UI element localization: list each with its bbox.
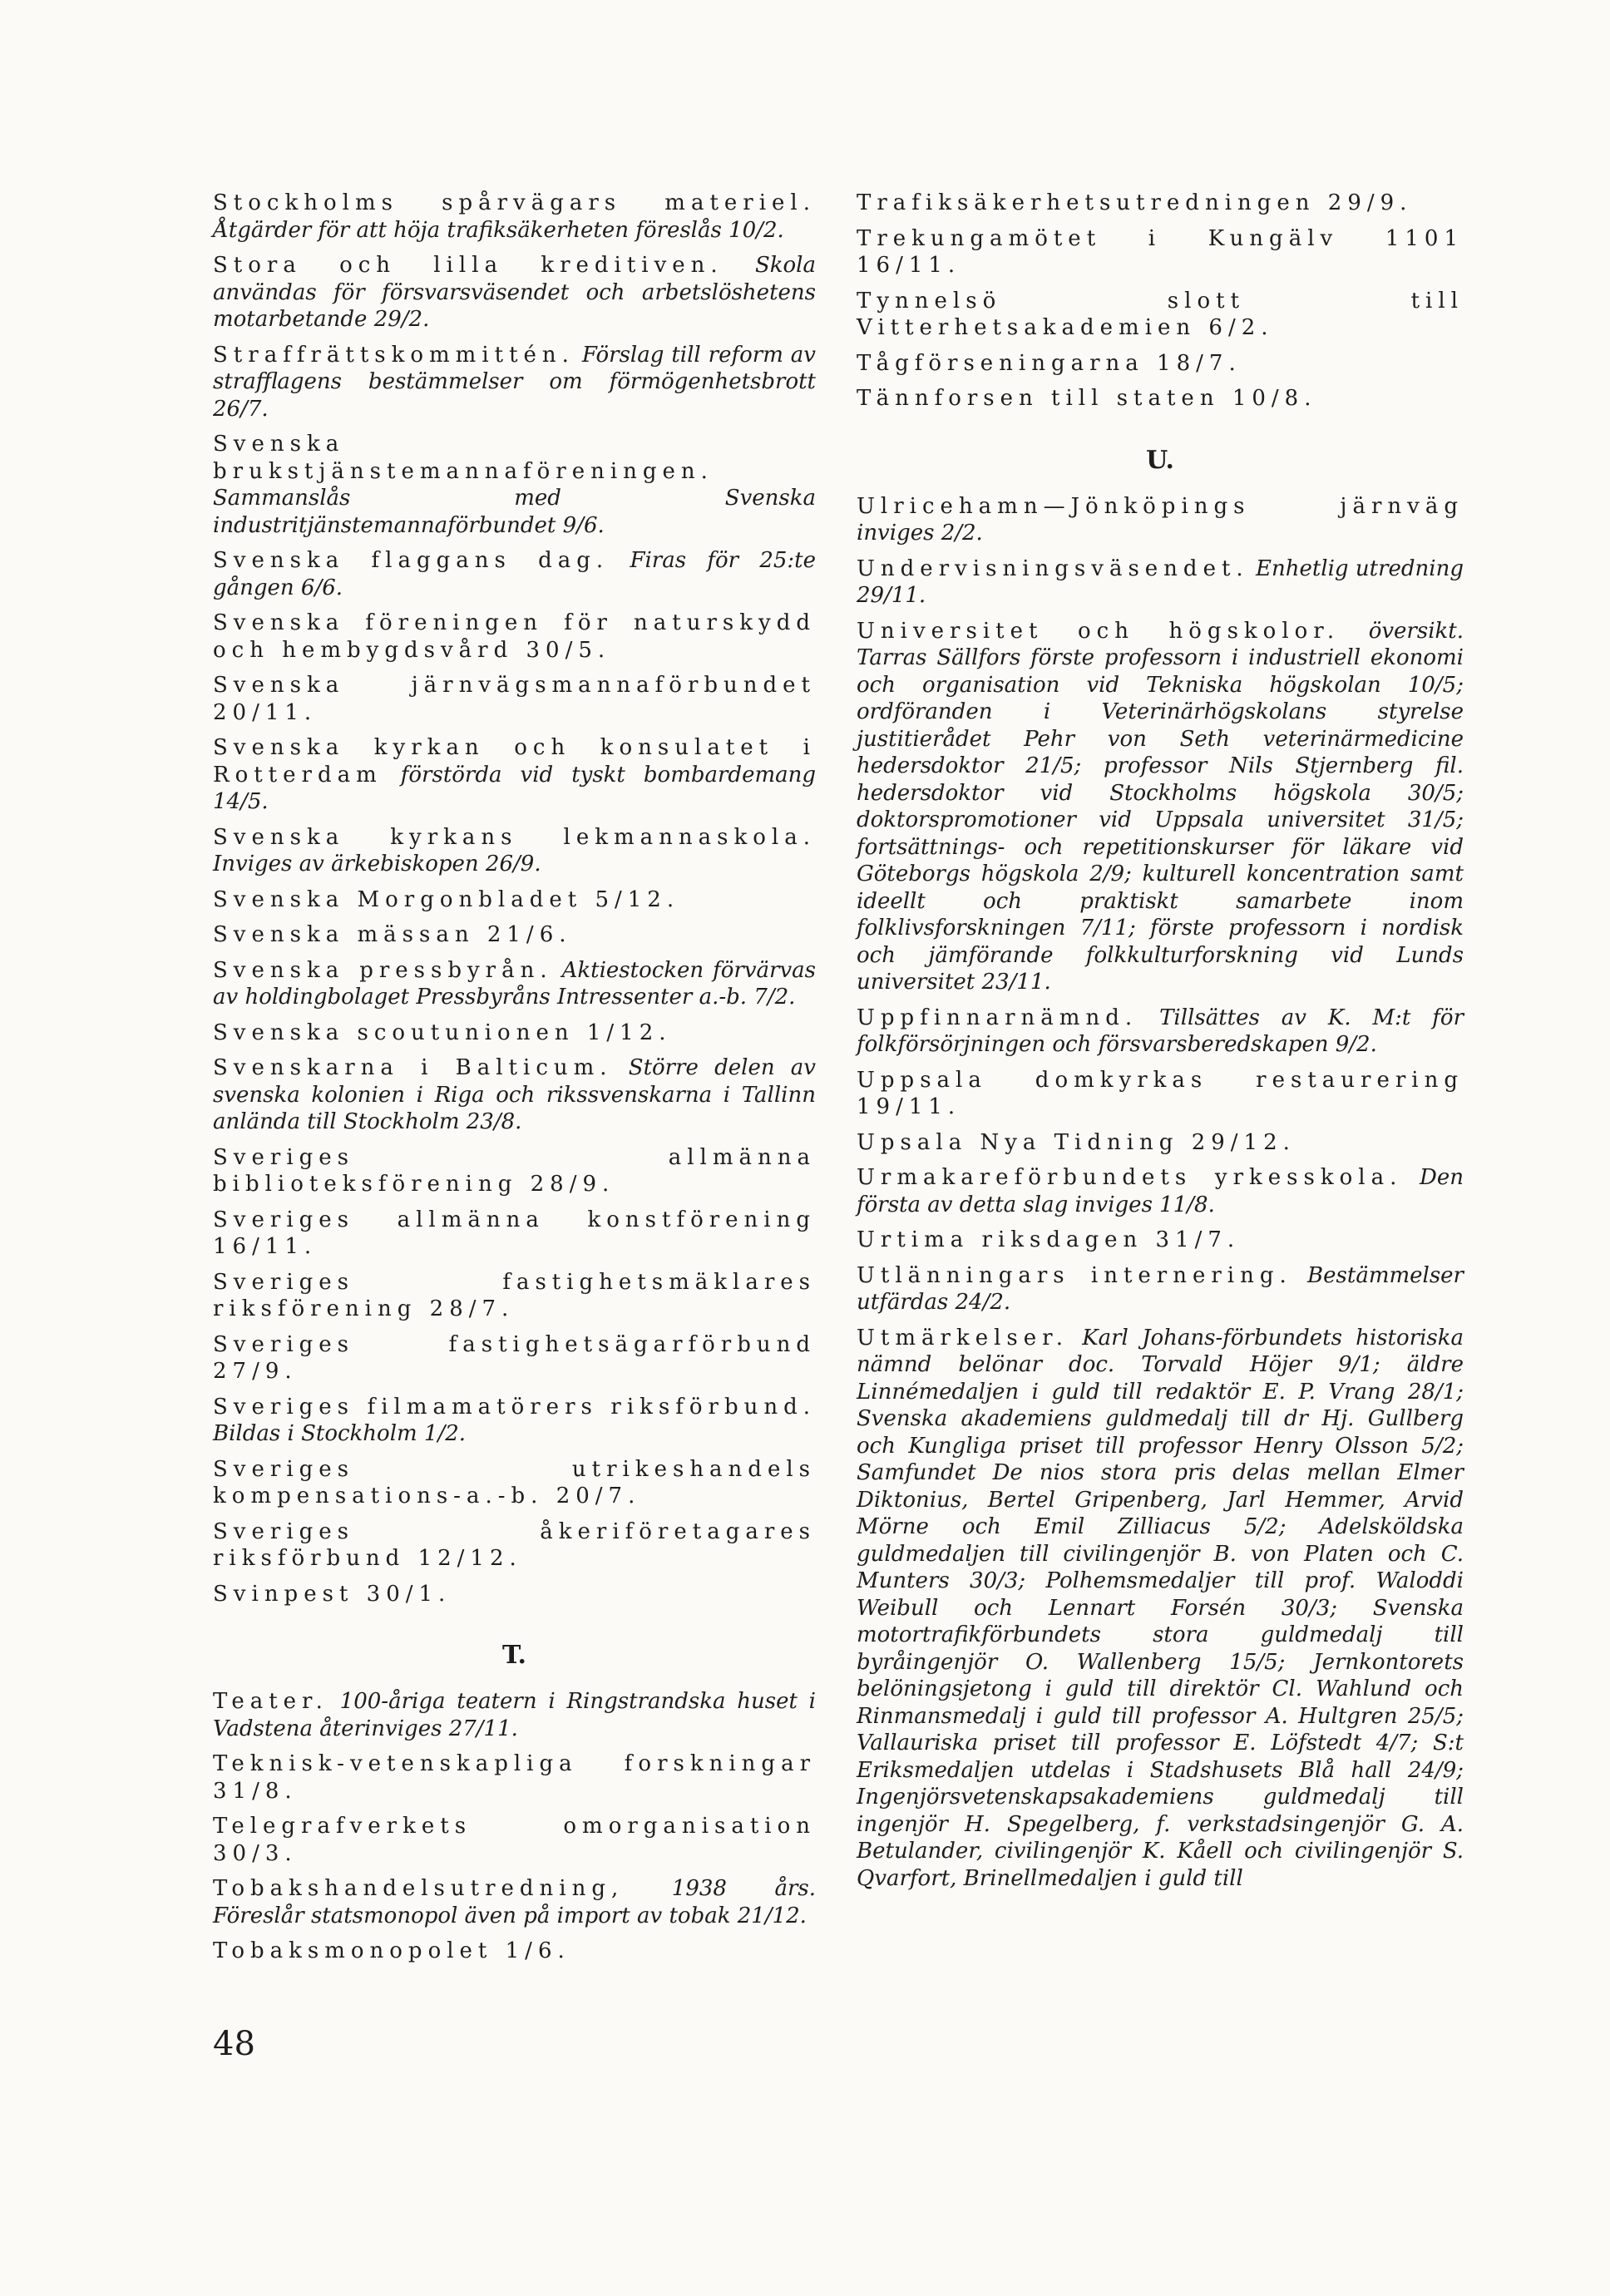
left-column (213, 190, 816, 1973)
page-number: 48 (213, 2025, 255, 2063)
entry-description: Större delen av svenska kolonien i Riga och rikssvenskarna i Tallinn anlända till Stockholm 23/8. (213, 1055, 817, 1134)
index-entry (857, 288, 1464, 342)
section-heading-u: U. (1146, 445, 1174, 475)
index-entry (213, 672, 816, 726)
entry-description: inviges 2/2. (857, 521, 983, 546)
index-entry (857, 1325, 1464, 1893)
entry-description: Bestämmelser utfärdas 24/2. (857, 1262, 1464, 1315)
index-entry (213, 1750, 816, 1805)
entry-heading: Sveriges utrikeshandels kompensations-a.-b. 20/7. (213, 1456, 816, 1508)
entry-heading: Sveriges allmänna biblioteksförening 28/9. (213, 1144, 816, 1197)
entry-heading: Teater. (213, 1689, 328, 1714)
entry-heading: Ulricehamn—Jönköpings järnväg (857, 493, 1464, 519)
entry-heading: Stockholms spårvägars materiel. (213, 190, 816, 215)
entry-heading: Svenska scoutunionen 1/12. (213, 1020, 672, 1045)
index-entry (213, 190, 816, 244)
index-entry (213, 1269, 816, 1323)
index-entry (857, 385, 1464, 412)
entry-description: Skola användas för försvarsväsendet och arbetslöshetens motarbetande 29/2. (213, 253, 816, 332)
entry-heading: Universitet och högskolor. (857, 618, 1341, 644)
index-entry (213, 734, 816, 816)
index-entry (213, 1581, 816, 1608)
entry-description: förstörda vid tyskt bombardemang 14/5. (213, 762, 816, 814)
entry-heading: Upsala Nya Tidning 29/12. (857, 1129, 1296, 1155)
entry-description: 100-åriga teatern i Ringstrandska huset i Vadstena återinviges 27/11. (213, 1689, 816, 1741)
entry-heading: Svenska järnvägsmannaförbundet 20/11. (213, 673, 816, 725)
index-list-t-continued (857, 190, 1464, 412)
entry-heading: Urtima riksdagen 31/7. (857, 1227, 1241, 1252)
entry-heading: Svenska Morgonbladet 5/12. (213, 886, 680, 912)
entry-heading: Undervisningsväsendet. (857, 555, 1249, 581)
entry-heading: Tobakshandelsutredning, (213, 1876, 625, 1901)
entry-heading: Svenska brukstjänstemannaföreningen. (213, 432, 714, 484)
entry-heading: Sveriges fastighetsmäklares riksförening 28/7. (213, 1269, 816, 1321)
entry-description: Den första av detta slag inviges 11/8. (857, 1165, 1464, 1217)
entry-heading: Sveriges filmamatörers riksförbund. (213, 1394, 816, 1420)
entry-heading: Trekungamötet i Kungälv 1101 16/11. (857, 225, 1464, 278)
entry-description: Tillsättes av K. M:t för folkförsörjningen och försvarsberedskapen 9/2. (857, 1005, 1464, 1057)
entry-heading: Svinpest 30/1. (213, 1581, 452, 1607)
index-entry (857, 350, 1464, 378)
index-entry (857, 1227, 1464, 1254)
index-entry (213, 610, 816, 664)
entry-heading: Tobaksmonopolet 1/6. (213, 1938, 570, 1963)
index-entry (857, 1129, 1464, 1157)
index-entry (213, 431, 816, 539)
index-entry (857, 493, 1464, 547)
entry-heading: Svenska pressbyrån. (213, 957, 553, 983)
index-entry (213, 1207, 816, 1261)
index-entry (213, 1331, 816, 1385)
entry-description: Karl Johans-förbundets historiska nämnd belönar doc. Torvald Höjer 9/1; äldre Linnémedaljen i guld till redaktör E. P. Vrang 28/1; Svenska akademiens guldmedalj till dr Hj. Gullberg och Kungliga priset till professor Henry Olsson 5/2; Samfundet De nios stora pris delas mellan Elmer Diktonius, Bertel Gripenberg, Jarl Hemmer, Arvid Mörne och Emil Zilliacus 5/2; Adelsköldska guldmedaljen till civilingenjör B. von Platen och C. Munters 30/3; Polhemsmedaljer till prof. Waloddi Weibull och Lennart Forsén 30/3; Svenska motortrafikförbundets stora guldmedalj till byråingenjör O. Wallenberg 15/5; Jernkontorets belöningsjetong i guld till direktör Cl. Wahlund och Rinmansmedalj i guld till professor A. Hultgren 25/5; Vallauriska priset till professor E. Löfstedt 4/7; S:t Eriksmedaljen utdelas i Stadshusets Blå hall 24/9; Ingenjörsvetenskapsakademiens guldmedalj till ingenjör H. Spegelberg, f. verkstadsingenjör G. A. Betulander, civilingenjör K. Kåell och civilingenjör S. Qvarfort, Brinellmedaljen i guld till (857, 1325, 1464, 1891)
index-entry (213, 1813, 816, 1867)
index-entry (213, 252, 816, 333)
index-entry (213, 1688, 816, 1742)
entry-description: Bildas i Stockholm 1/2. (213, 1421, 467, 1446)
index-entry (857, 1164, 1464, 1218)
index-entry (857, 1067, 1464, 1121)
entry-description: Enhetlig utredning 29/11. (857, 555, 1464, 608)
index-entry (213, 921, 816, 949)
index-list-t (213, 1688, 816, 1965)
entry-description: Firas för 25:te gången 6/6. (213, 548, 816, 600)
entry-description: Sammanslås med Svenska industritjänstemannaförbundet 9/6. (213, 486, 816, 538)
index-entry (213, 1054, 816, 1136)
index-entry (213, 1456, 816, 1510)
index-entry (857, 1005, 1464, 1059)
index-entry (213, 1938, 816, 1965)
entry-heading: Urmakareförbundets yrkesskola. (857, 1165, 1403, 1190)
entry-heading: Tännforsen till staten 10/8. (857, 386, 1317, 411)
entry-heading: Tågförseningarna 18/7. (857, 350, 1242, 376)
index-entry (213, 1020, 816, 1047)
index-entry (213, 1144, 816, 1198)
entry-heading: Trafiksäkerhetsutredningen 29/9. (857, 190, 1413, 215)
entry-heading: Svenska föreningen för naturskydd och hembygdsvård 30/5. (213, 610, 816, 663)
index-entry (213, 886, 816, 914)
index-entry (857, 225, 1464, 279)
index-entry (857, 618, 1464, 996)
entry-heading: Sveriges åkeriföretagares riksförbund 12/12. (213, 1518, 816, 1571)
index-entry (213, 957, 816, 1011)
entry-heading: Straffrättskommittén. (213, 342, 575, 368)
entry-heading: Sveriges allmänna konstförening 16/11. (213, 1207, 816, 1259)
entry-description: Aktiestocken förvärvas av holdingbolaget Pressbyråns Intressenter a.-b. 7/2. (213, 957, 816, 1010)
entry-heading: Uppsala domkyrkas restaurering 19/11. (857, 1067, 1464, 1119)
index-entry (213, 547, 816, 601)
entry-heading: Uppfinnarnämnd. (857, 1005, 1138, 1030)
section-heading-t: T. (502, 1641, 526, 1670)
entry-heading: Teknisk-vetenskapliga forskningar 31/8. (213, 1751, 816, 1804)
index-entry (213, 342, 816, 423)
entry-heading: Sveriges fastighetsägarförbund 27/9. (213, 1331, 816, 1384)
entry-description: översikt. Tarras Sällfors förste professorn i industriell ekonomi och organisation vid Tekniska högskolan 10/5; ordföranden i Veterinärhögskolans styrelse justitierådet Pehr von Seth veterinärmedicine hedersdoktor 21/5; professor Nils Stjernberg fil. hedersdoktor vid Stockholms högskola 30/5; doktorspromotioner vid Uppsala universitet 31/5; fortsättnings- och repetitionskurser för läkare vid Göteborgs högskola 2/9; kulturell koncentration samt ideellt och praktiskt samarbete inom folklivsforskningen 7/11; förste professorn i nordisk och jämförande folkkulturforskning vid Lunds universitet 23/11. (857, 618, 1464, 995)
entry-heading: Utlänningars internering. (857, 1262, 1292, 1288)
entry-heading: Stora och lilla kreditiven. (213, 253, 724, 278)
index-entry (213, 824, 816, 878)
entry-description: Inviges av ärkebiskopen 26/9. (213, 852, 541, 876)
index-entry (213, 1518, 816, 1573)
entry-heading: Svenska mässan 21/6. (213, 922, 572, 947)
entry-description: Åtgärder för att höja trafiksäkerheten föreslås 10/2. (213, 217, 784, 243)
index-list-u (857, 493, 1464, 1893)
index-entry (857, 190, 1464, 217)
entry-heading: Svenska kyrkan och konsulatet i Rotterdam (213, 735, 816, 788)
entry-heading: Utmärkelser. (857, 1325, 1069, 1350)
index-entry (213, 1875, 816, 1929)
entry-description: 1938 års. Föreslår statsmonopol även på import av tobak 21/12. (213, 1876, 816, 1928)
entry-heading: Svenska kyrkans lekmannaskola. (213, 824, 816, 850)
entry-heading: Tynnelsö slott till Vitterhetsakademien 6/2. (857, 288, 1464, 340)
right-column (857, 190, 1464, 1900)
entry-heading: Telegrafverkets omorganisation 30/3. (213, 1814, 816, 1866)
entry-description: Förslag till reform av strafflagens bestämmelser om förmögenhetsbrott 26/7. (213, 342, 816, 422)
index-entry (857, 555, 1464, 610)
index-list-s (213, 190, 816, 1607)
entry-heading: Svenska flaggans dag. (213, 548, 610, 573)
entry-heading: Svenskarna i Balticum. (213, 1055, 613, 1080)
index-entry (213, 1394, 816, 1448)
index-entry (857, 1262, 1464, 1316)
